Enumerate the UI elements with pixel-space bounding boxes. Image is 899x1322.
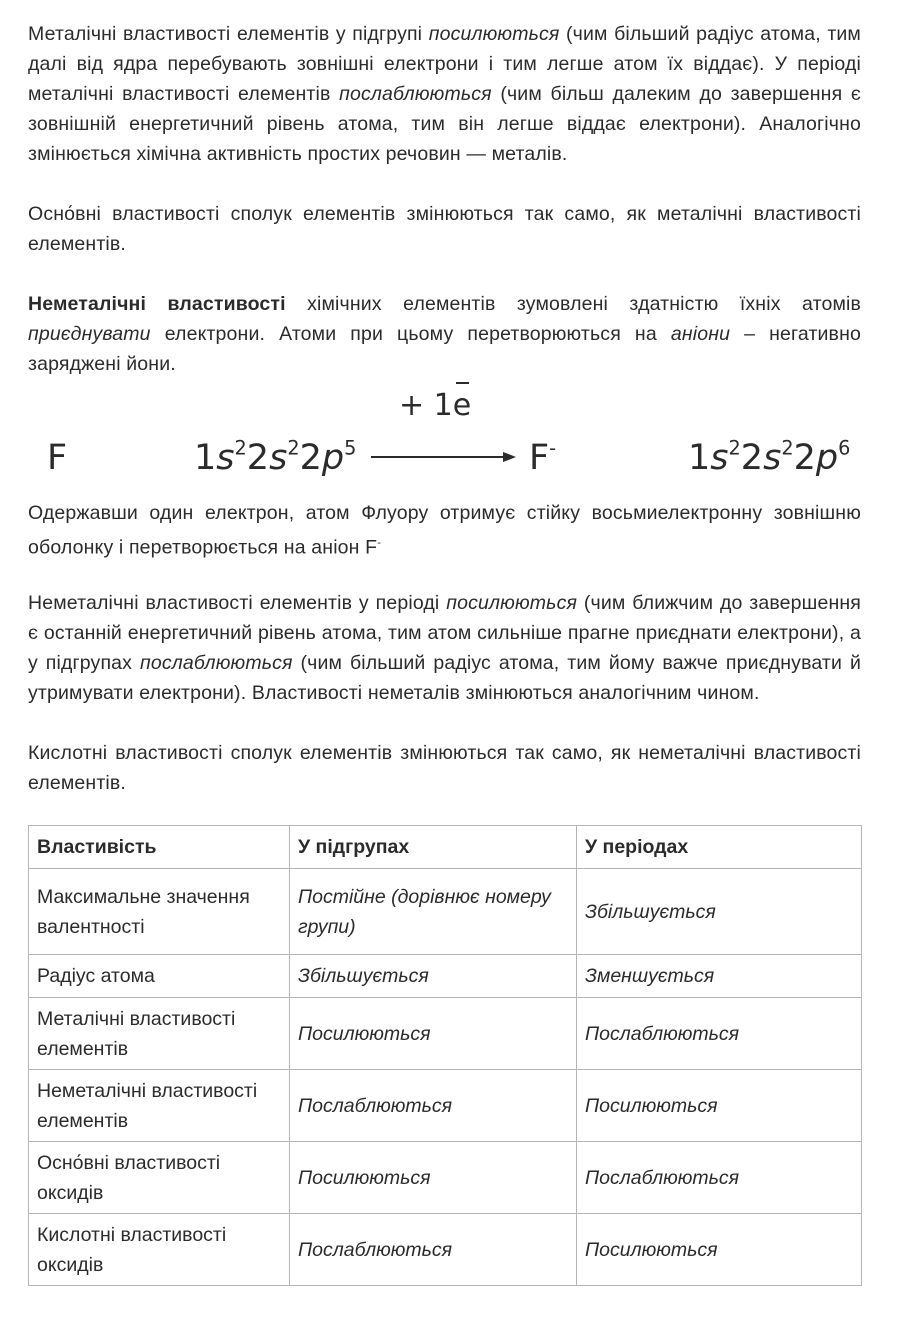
config-part: 6 — [838, 436, 851, 460]
table-cell: Посилюються — [577, 1070, 862, 1142]
config-part: 2 — [234, 436, 247, 460]
table-cell: Збільшується — [290, 955, 577, 998]
table-row — [29, 1142, 862, 1214]
bold-term: Неметалічні властивості — [28, 293, 286, 315]
table-cell: Посилюються — [290, 1142, 577, 1214]
equation-electron-label — [399, 388, 471, 423]
equation-ion-symbol — [529, 438, 556, 478]
properties-table — [28, 825, 862, 1286]
ion-charge: - — [549, 436, 557, 460]
ion-symbol: F — [529, 438, 550, 478]
config-part: 2 — [728, 436, 741, 460]
italic-text: послаблюються — [339, 83, 492, 105]
text-span: (чим більший радіус атома, тим далі від ядра перебувають зовнішні електрони і тим легше атом їх віддає). У періоді металічні властивості елементів — [28, 23, 861, 105]
fluorine-paragraph — [28, 498, 861, 563]
text-span: (чим більш далеким до завершення є зовнішній енергетичний рівень атома, тим він легше віддає електрони). Аналогічно змінюється хімічна активність простих речовин — металів. — [28, 83, 861, 165]
table-cell: Послаблюються — [290, 1070, 577, 1142]
text-span: – негативно заряджені йони. — [28, 323, 861, 375]
column-header: У періодах — [577, 826, 862, 869]
table-cell: Максимальне значення валентності — [29, 869, 290, 955]
text-span: (чим ближчим до завершення є останній енергетичний рівень атома, тим атом сильніше прагне приєднати електрони), а у підгрупах — [28, 592, 861, 674]
acidic-properties-paragraph: Кислотні властивості сполук елементів змінюються так само, як неметалічні властивості елементів. — [28, 742, 861, 794]
reaction-arrow-icon — [371, 450, 516, 464]
italic-text: послаблюються — [139, 652, 293, 674]
config-part: 5 — [344, 436, 357, 460]
table-cell: Посилюються — [577, 1214, 862, 1286]
plus-one: + 1 — [399, 388, 453, 423]
italic-text: посилюються — [446, 592, 578, 614]
table-row — [29, 1214, 862, 1286]
italic-text: аніони — [670, 323, 731, 345]
ion-charge: - — [377, 537, 382, 549]
column-header: У підгрупах — [290, 826, 577, 869]
metallic-properties-paragraph — [28, 19, 861, 169]
table-cell: Послаблюються — [577, 1142, 862, 1214]
text-span: Неметалічні властивості елементів у періоді — [28, 592, 447, 614]
table-cell: Послаблюються — [577, 998, 862, 1070]
config-part: 1 — [194, 438, 217, 478]
config-part: 2 — [299, 438, 322, 478]
table-row — [29, 869, 862, 955]
table-cell: Неметалічні властивості елементів — [29, 1070, 290, 1142]
table-cell: Послаблюються — [290, 1214, 577, 1286]
config-part: s — [269, 438, 288, 478]
table-cell: Осно́вні властивості оксидів — [29, 1142, 290, 1214]
config-part: 2 — [287, 436, 300, 460]
table-cell: Постійне (дорівнює номеру групи) — [290, 869, 577, 955]
config-part: 2 — [781, 436, 794, 460]
config-part: 2 — [793, 438, 816, 478]
config-part: 2 — [246, 438, 270, 478]
equation-atom-symbol: F — [47, 438, 68, 478]
text-span: Металічні властивості елементів у підгрупі — [28, 23, 429, 45]
config-part: 2 — [740, 438, 764, 478]
config-part: s — [710, 438, 729, 478]
table-row — [29, 1070, 862, 1142]
table-header-row — [29, 826, 862, 869]
nonmetal-trends-paragraph — [28, 588, 861, 708]
config-part: p — [321, 438, 345, 478]
config-part: p — [815, 438, 839, 478]
config-part: 1 — [688, 438, 711, 478]
italic-text: приєднувати — [28, 323, 151, 345]
config-part: s — [763, 438, 782, 478]
table-cell: Металічні властивості елементів — [29, 998, 290, 1070]
electron-symbol: e — [452, 388, 472, 423]
text-span: хімічних елементів зумовлені здатністю їхніх атомів — [285, 293, 861, 315]
equation-left-configuration — [194, 438, 356, 478]
text-span: електрони. Атоми при цьому перетворюються на — [150, 323, 671, 345]
table-cell: Посилюються — [290, 998, 577, 1070]
table-cell: Кислотні властивості оксидів — [29, 1214, 290, 1286]
italic-text: посилюються — [428, 23, 560, 45]
table-cell: Зменшується — [577, 955, 862, 998]
equation-right-configuration — [688, 438, 850, 478]
config-part: s — [216, 438, 235, 478]
table-cell: Радіус атома — [29, 955, 290, 998]
column-header: Властивість — [29, 826, 290, 869]
table-row — [29, 998, 862, 1070]
table-row — [29, 955, 862, 998]
nonmetallic-properties-paragraph — [28, 289, 861, 379]
basic-properties-paragraph: Осно́вні властивості сполук елементів змінюються так само, як металічні властивості елементів. — [28, 203, 861, 255]
text-span: (чим більший радіус атома, тим йому важче приєднувати й утримувати електрони). Властивості неметалів змінюються аналогічним чином. — [28, 652, 861, 704]
text-span: Одержавши один електрон, атом Флуору отримує стійку восьмиелектронну зовнішню оболонку і перетворюється на аніон F — [28, 502, 861, 559]
table-cell: Збільшується — [577, 869, 862, 955]
